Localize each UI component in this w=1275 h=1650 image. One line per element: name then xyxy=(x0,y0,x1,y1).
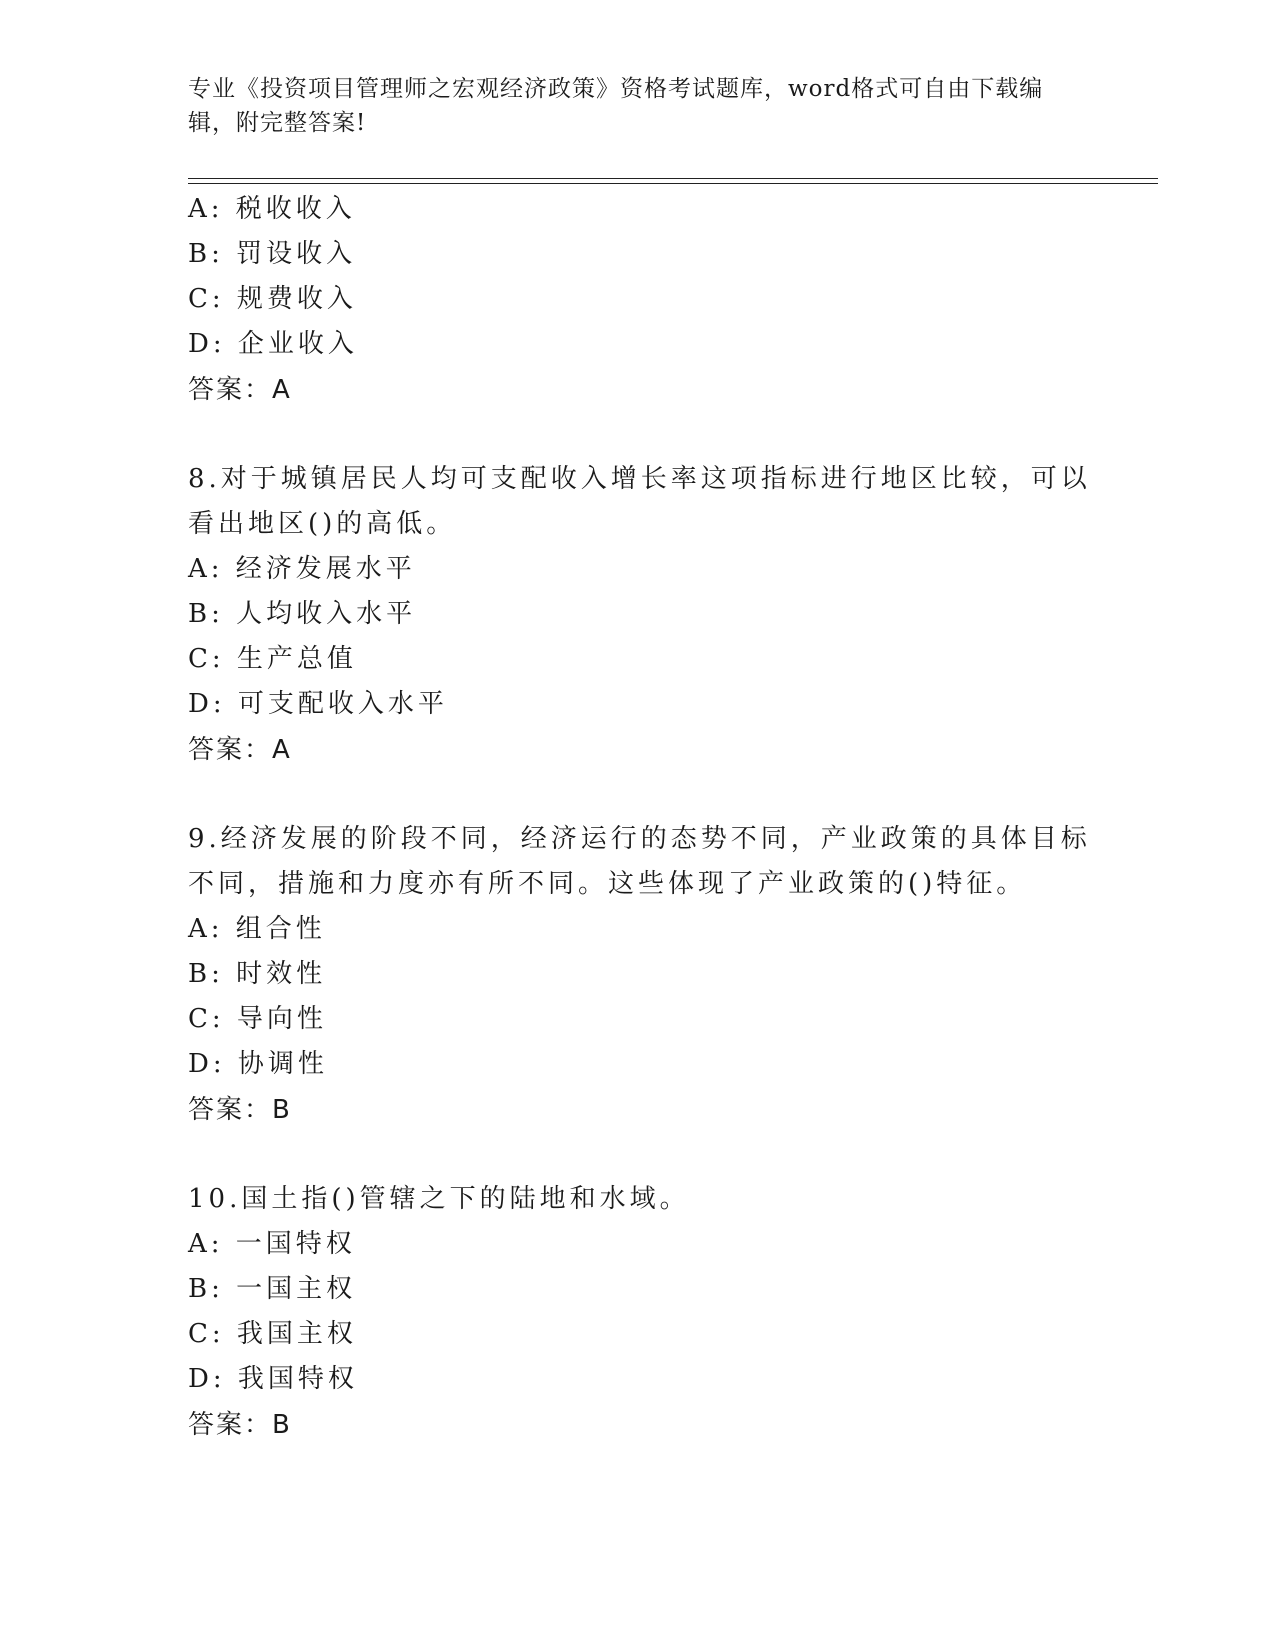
q10-answer: 答案：B xyxy=(188,1410,292,1440)
document-header xyxy=(188,72,1068,140)
q8-option-a: A: 经济发展水平 xyxy=(188,554,416,584)
q7-option-d: D: 企业收入 xyxy=(188,329,358,359)
header-title-line-1: 专业《投资项目管理师之宏观经济政策》资格考试题库，word格式可自由下载编 xyxy=(188,76,1044,102)
q7-option-b: B: 罚设收入 xyxy=(188,239,357,269)
q8-answer: 答案：A xyxy=(188,735,292,765)
header-divider-top xyxy=(188,178,1158,179)
q10-option-a: A: 一国特权 xyxy=(188,1229,356,1259)
q7-answer: 答案：A xyxy=(188,375,292,405)
q9-option-a: A: 组合性 xyxy=(188,914,326,944)
q9-option-b: B: 时效性 xyxy=(188,959,327,989)
q9-answer: 答案：B xyxy=(188,1095,292,1125)
header-divider-bottom xyxy=(188,183,1158,184)
q8-option-b: B: 人均收入水平 xyxy=(188,599,417,629)
q8-stem-line-1: 8.对于城镇居民人均可支配收入增长率这项指标进行地区比较，可以 xyxy=(188,464,1091,494)
q10-option-d: D: 我国特权 xyxy=(188,1364,358,1394)
q9-stem-line-2: 不同，措施和力度亦有所不同。这些体现了产业政策的()特征。 xyxy=(188,869,1027,899)
q8-option-c: C: 生产总值 xyxy=(188,644,357,674)
q10-stem-line-1: 10.国土指()管辖之下的陆地和水域。 xyxy=(188,1184,690,1214)
q7-option-a: A: 税收收入 xyxy=(188,194,356,224)
header-title-line-2: 辑，附完整答案! xyxy=(188,110,367,136)
q9-option-c: C: 导向性 xyxy=(188,1004,327,1034)
q8-option-d: D: 可支配收入水平 xyxy=(188,689,448,719)
q9-stem-line-1: 9.经济发展的阶段不同，经济运行的态势不同，产业政策的具体目标 xyxy=(188,824,1091,854)
q10-option-b: B: 一国主权 xyxy=(188,1274,357,1304)
q7-option-c: C: 规费收入 xyxy=(188,284,357,314)
q8-stem-line-2: 看出地区()的高低。 xyxy=(188,509,457,539)
q9-option-d: D: 协调性 xyxy=(188,1049,328,1079)
q10-option-c: C: 我国主权 xyxy=(188,1319,357,1349)
